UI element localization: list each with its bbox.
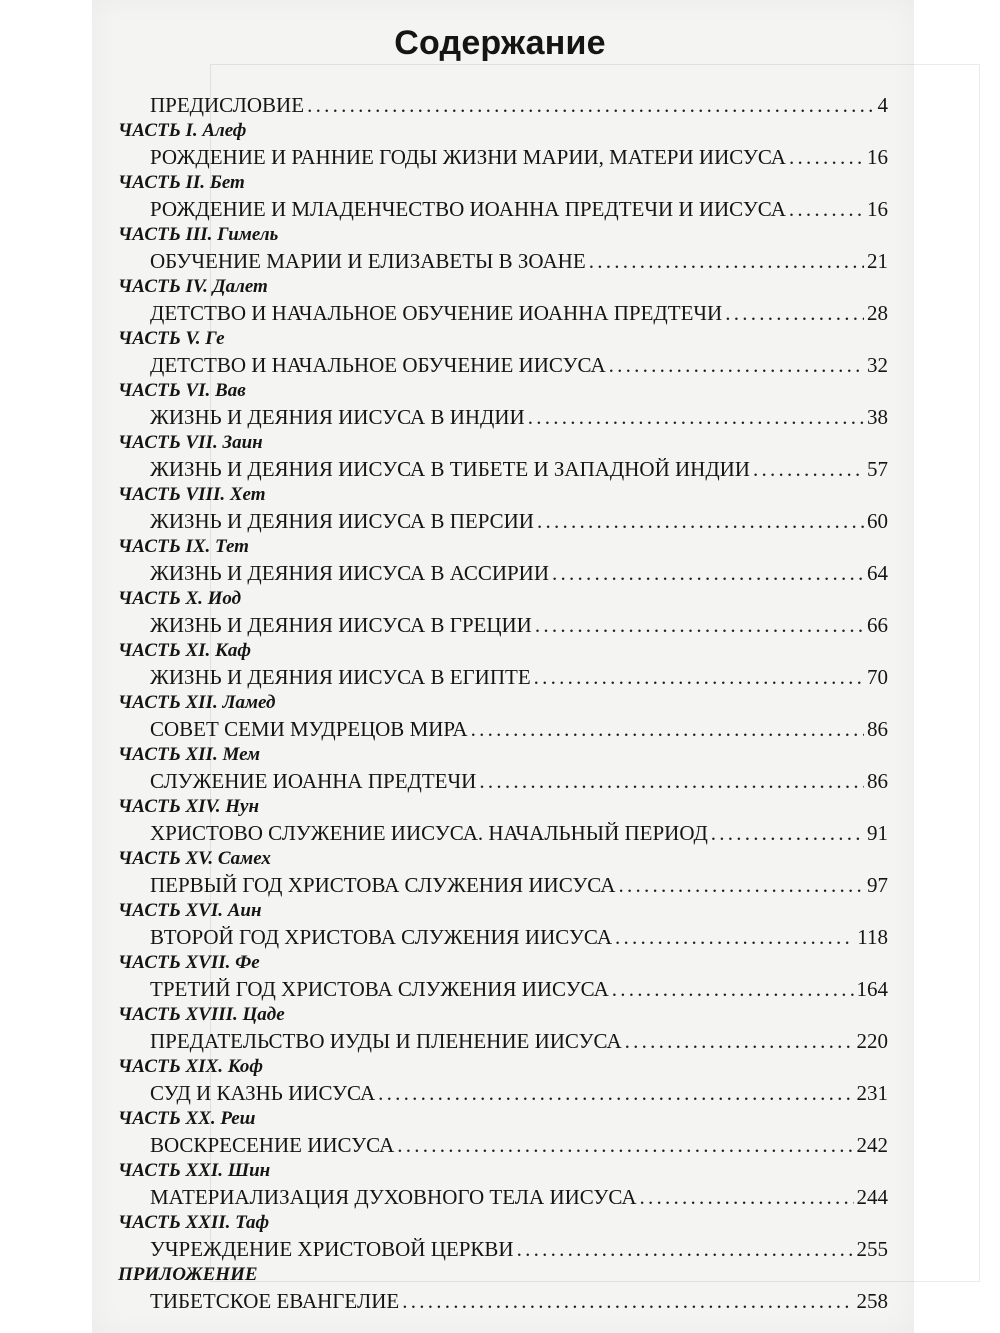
toc-entry-label: ЖИЗНЬ И ДЕЯНИЯ ИИСУСА В ТИБЕТЕ И ЗАПАДНОЙ ИНДИИ: [150, 457, 750, 481]
toc-entry-label: СУД И КАЗНЬ ИИСУСА: [150, 1081, 376, 1105]
toc-part-heading: ЧАСТЬ XIV. Нун: [118, 796, 260, 817]
toc-page-number: 97: [867, 873, 888, 897]
toc-entry[interactable]: [118, 300, 888, 326]
toc-part-heading: ЧАСТЬ XVII. Фе: [118, 952, 260, 973]
toc-part-heading: ПРИЛОЖЕНИЕ: [118, 1264, 258, 1285]
dot-leader: [535, 612, 864, 638]
toc-part-heading: ЧАСТЬ XVI. Аин: [118, 900, 262, 921]
toc-entry-label: ДЕТСТВО И НАЧАЛЬНОЕ ОБУЧЕНИЕ ИИСУСА: [150, 353, 606, 377]
toc-part-heading: ЧАСТЬ XVIII. Цаде: [118, 1004, 285, 1025]
dot-leader: [534, 664, 864, 690]
toc-part-heading: ЧАСТЬ XXI. Шин: [118, 1160, 271, 1181]
toc-entry[interactable]: [118, 1288, 888, 1314]
toc-entry[interactable]: [118, 352, 888, 378]
dot-leader: [528, 404, 864, 430]
toc-part-heading: ЧАСТЬ XV. Самех: [118, 848, 271, 869]
toc-entry-label: ОБУЧЕНИЕ МАРИИ И ЕЛИЗАВЕТЫ В ЗОАНЕ: [150, 249, 586, 273]
dot-leader: [612, 976, 854, 1002]
toc-entry-label: ТРЕТИЙ ГОД ХРИСТОВА СЛУЖЕНИЯ ИИСУСА: [150, 977, 609, 1001]
toc-part-heading: ЧАСТЬ XI. Каф: [118, 640, 252, 661]
toc-entry[interactable]: [118, 924, 888, 950]
toc-part-heading: ЧАСТЬ I. Алеф: [118, 120, 247, 141]
toc-part-heading: ЧАСТЬ XII. Ламед: [118, 692, 276, 713]
toc-page-number: 258: [856, 1289, 888, 1313]
toc-page-number: 118: [857, 925, 888, 949]
toc-page-number: 255: [856, 1237, 888, 1261]
toc-entry-label: ЖИЗНЬ И ДЕЯНИЯ ИИСУСА В ЕГИПТЕ: [150, 665, 531, 689]
toc-entry-label: ВТОРОЙ ГОД ХРИСТОВА СЛУЖЕНИЯ ИИСУСА: [150, 925, 612, 949]
dot-leader: [378, 1080, 853, 1106]
dot-leader: [517, 1236, 854, 1262]
toc-entry[interactable]: [118, 508, 888, 534]
toc-page-number: 16: [867, 197, 888, 221]
toc-page-number: 91: [867, 821, 888, 845]
toc-entry[interactable]: [118, 1028, 888, 1054]
dot-leader: [789, 144, 864, 170]
toc-page-number: 231: [856, 1081, 888, 1105]
toc-entry-label: ПЕРВЫЙ ГОД ХРИСТОВА СЛУЖЕНИЯ ИИСУСА: [150, 873, 616, 897]
toc-entry-label: СЛУЖЕНИЕ ИОАННА ПРЕДТЕЧИ: [150, 769, 477, 793]
toc-page-number: 28: [867, 301, 888, 325]
toc-entry[interactable]: [118, 1184, 888, 1210]
toc-page-number: 86: [867, 717, 888, 741]
toc-entry-preface[interactable]: [118, 92, 888, 118]
toc-part-heading: ЧАСТЬ V. Ге: [118, 328, 225, 349]
toc-page-number: 164: [856, 977, 888, 1001]
toc-part-heading: ЧАСТЬ XXII. Таф: [118, 1212, 270, 1233]
toc-part-heading: ЧАСТЬ III. Гимель: [118, 224, 279, 245]
dot-leader: [402, 1288, 853, 1314]
toc-entry-label: ПРЕДИСЛОВИЕ: [150, 93, 305, 117]
dot-leader: [615, 924, 854, 950]
toc-entry-label: ЖИЗНЬ И ДЕЯНИЯ ИИСУСА В АССИРИИ: [150, 561, 550, 585]
toc-entry-label: ЖИЗНЬ И ДЕЯНИЯ ИИСУСА В ПЕРСИИ: [150, 509, 534, 533]
toc-entry[interactable]: [118, 976, 888, 1002]
dot-leader: [479, 768, 864, 794]
toc-entry-label: ХРИСТОВО СЛУЖЕНИЕ ИИСУСА. НАЧАЛЬНЫЙ ПЕРИОД: [150, 821, 708, 845]
toc-entry[interactable]: [118, 144, 888, 170]
dot-leader: [711, 820, 864, 846]
dot-leader: [471, 716, 864, 742]
dot-leader: [789, 196, 864, 222]
toc-part-heading: ЧАСТЬ X. Иод: [118, 588, 242, 609]
toc-entry[interactable]: [118, 716, 888, 742]
toc-entry-label: ЖИЗНЬ И ДЕЯНИЯ ИИСУСА В ИНДИИ: [150, 405, 525, 429]
toc-entry-label: ТИБЕТСКОЕ ЕВАНГЕЛИЕ: [150, 1289, 400, 1313]
toc-part-heading: ЧАСТЬ IX. Тет: [118, 536, 249, 557]
toc-entry[interactable]: [118, 664, 888, 690]
dot-leader: [552, 560, 864, 586]
toc-entry[interactable]: [118, 196, 888, 222]
toc-page-number: 86: [867, 769, 888, 793]
toc-entry[interactable]: [118, 820, 888, 846]
toc-page-number: 32: [867, 353, 888, 377]
toc-part-heading: ЧАСТЬ XII. Мем: [118, 744, 261, 765]
toc-entry-label: РОЖДЕНИЕ И МЛАДЕНЧЕСТВО ИОАННА ПРЕДТЕЧИ И ИИСУСА: [150, 197, 786, 221]
toc-entry[interactable]: [118, 1236, 888, 1262]
toc-entry-label: ВОСКРЕСЕНИЕ ИИСУСА: [150, 1133, 395, 1157]
toc-part-heading: ЧАСТЬ VIII. Хет: [118, 484, 266, 505]
toc-entry[interactable]: [118, 404, 888, 430]
toc-entry[interactable]: [118, 560, 888, 586]
toc-entry-label: СОВЕТ СЕМИ МУДРЕЦОВ МИРА: [150, 717, 468, 741]
dot-leader: [609, 352, 864, 378]
toc-entry[interactable]: [118, 248, 888, 274]
toc-part-heading: ЧАСТЬ XX. Реш: [118, 1108, 256, 1129]
toc-page-number: 57: [867, 457, 888, 481]
dot-leader: [537, 508, 864, 534]
toc-entry[interactable]: [118, 456, 888, 482]
toc-page-number: 16: [867, 145, 888, 169]
toc-page-number: 244: [856, 1185, 888, 1209]
toc-page-number: 242: [856, 1133, 888, 1157]
page-title: Содержание: [394, 24, 606, 62]
toc-entry-label: ПРЕДАТЕЛЬСТВО ИУДЫ И ПЛЕНЕНИЕ ИИСУСА: [150, 1029, 622, 1053]
toc-part-heading: ЧАСТЬ VI. Вав: [118, 380, 246, 401]
toc-page-number: 70: [867, 665, 888, 689]
toc-part-heading: ЧАСТЬ II. Бет: [118, 172, 245, 193]
toc-entry[interactable]: [118, 1132, 888, 1158]
toc-part-heading: ЧАСТЬ VII. Заин: [118, 432, 263, 453]
toc-part-heading: ЧАСТЬ IV. Далет: [118, 276, 268, 297]
toc-entry[interactable]: [118, 612, 888, 638]
toc-entry[interactable]: [118, 872, 888, 898]
dot-leader: [725, 300, 864, 326]
toc-entry-label: РОЖДЕНИЕ И РАННИЕ ГОДЫ ЖИЗНИ МАРИИ, МАТЕРИ ИИСУСА: [150, 145, 786, 169]
dot-leader: [625, 1028, 854, 1054]
toc-part-heading: ЧАСТЬ XIX. Коф: [118, 1056, 263, 1077]
dot-leader: [307, 92, 874, 118]
toc-page-number: 66: [867, 613, 888, 637]
dot-leader: [397, 1132, 853, 1158]
toc-entry[interactable]: [118, 1080, 888, 1106]
toc-entry-label: ДЕТСТВО И НАЧАЛЬНОЕ ОБУЧЕНИЕ ИОАННА ПРЕДТЕЧИ: [150, 301, 723, 325]
toc-entry[interactable]: [118, 768, 888, 794]
toc-entry-label: УЧРЕЖДЕНИЕ ХРИСТОВОЙ ЦЕРКВИ: [150, 1237, 514, 1261]
dot-leader: [618, 872, 864, 898]
dot-leader: [753, 456, 864, 482]
toc-page-number: 38: [867, 405, 888, 429]
dot-leader: [589, 248, 864, 274]
toc-page-number: 4: [877, 93, 888, 117]
toc-page-number: 64: [867, 561, 888, 585]
toc-entry-label: МАТЕРИАЛИЗАЦИЯ ДУХОВНОГО ТЕЛА ИИСУСА: [150, 1185, 637, 1209]
toc-page-number: 220: [856, 1029, 888, 1053]
toc-page-number: 60: [867, 509, 888, 533]
table-of-contents: [118, 92, 888, 1314]
toc-page-number: 21: [867, 249, 888, 273]
dot-leader: [640, 1184, 854, 1210]
toc-entry-label: ЖИЗНЬ И ДЕЯНИЯ ИИСУСА В ГРЕЦИИ: [150, 613, 532, 637]
